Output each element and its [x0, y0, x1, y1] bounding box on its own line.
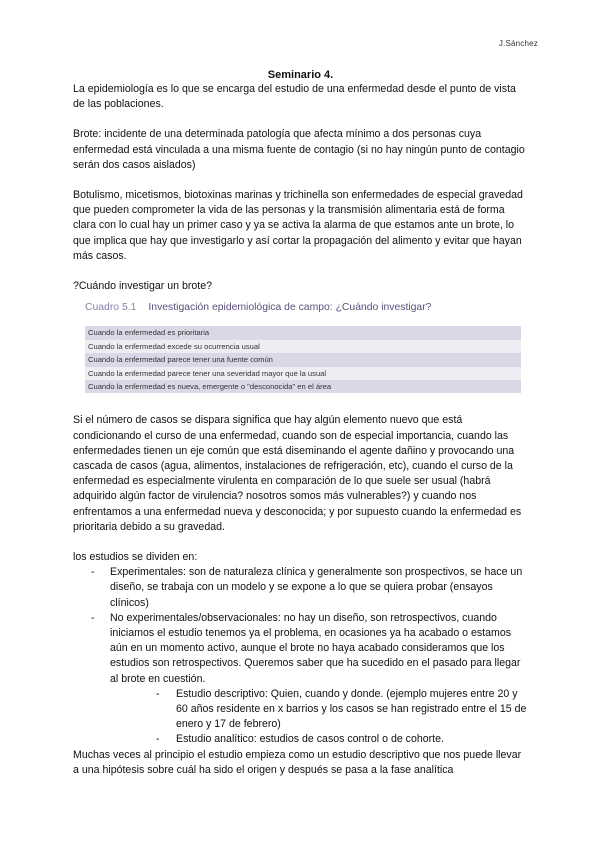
table-caption — [85, 300, 521, 315]
when-to-investigate-table — [85, 300, 521, 393]
author-name: J.Sánchez — [498, 39, 538, 48]
document-body — [73, 68, 528, 778]
list-item-descriptive — [110, 687, 528, 733]
page-title: Seminario 4. — [267, 69, 334, 81]
paragraph-cases: Si el número de casos se dispara significa que hay algún elemento nuevo que está condicionando el curso de una enfermedad, cuando son de especial importancia, cuando las enfermedades tienen un eje común que está diseminando el agente dañino y provocando una cascada de casos (agua, alimentos, instalaciones de refrigeración, etc), cuando el curso de la enfermedad es especialmente virulenta en comparación de lo que suele ser usual (habrá adquirido algún factor de virulencia? nosotros somos más vulnerables?) y cuando nos enfrentamos a una enfermedad nueva y desconocida; y por supuesto cuando la enfermedad es prioritaria debido a su gravedad. — [73, 414, 522, 533]
table-row: Cuando la enfermedad es prioritaria — [85, 326, 521, 339]
list-dash: - — [91, 611, 95, 624]
study-types-list — [73, 565, 528, 747]
paragraph-brote: Brote: incidente de una determinada patología que afecta mínimo a dos personas cuya enfermedad está vinculada a una misma fuente de contagio (si no hay ningún punto de contagio serán dos casos aislados) — [73, 128, 525, 171]
list-item-analytic — [110, 732, 528, 747]
table-row: Cuando la enfermedad parece tener una fuente común — [85, 353, 521, 366]
studies-intro: los estudios se dividen en: — [73, 551, 198, 564]
question-heading: ?Cuándo investigar un brote? — [73, 280, 212, 293]
table-title: Investigación epidemiológica de campo: ¿Cuándo investigar? — [148, 302, 432, 314]
list-item-text: Experimentales: son de naturaleza clínica y generalmente son prospectivos, se hace un diseño, se trabaja con un modelo y se expone a lo que se quiera probar (ensayos clínicos) — [110, 566, 523, 609]
table-number: Cuadro 5.1 — [85, 302, 137, 314]
list-item-text: Estudio descriptivo: Quien, cuando y donde. (ejemplo mujeres entre 20 y 60 años residente en x barrios y los casos se han registrado entre el 15 de enero y 17 de febrero) — [176, 687, 527, 731]
list-item-experimental — [73, 565, 528, 611]
observational-sublist — [110, 687, 528, 748]
table-row: Cuando la enfermedad excede su ocurrencia usual — [85, 340, 521, 353]
list-item-text: No experimentales/observacionales: no hay un diseño, son retrospectivos, cuando iniciamos el estudio tenemos ya el problema, en ocasiones ya ha acabado o estamos aún en un momento activo, aunque el brote no haya acabado consideramos que los estudios son retrospectivos. Queremos saber que ha sucedido en el pasado para llegar al brote en cuestión. — [110, 611, 521, 685]
table-row: Cuando la enfermedad es nueva, emergente o "desconocida" en el área — [85, 380, 521, 393]
list-item-observational — [73, 611, 528, 748]
list-dash: - — [91, 566, 95, 579]
list-dash: - — [156, 733, 160, 746]
list-item-text: Estudio analítico: estudios de casos control o de cohorte. — [176, 733, 444, 746]
paragraph-botulismo: Botulismo, micetismos, biotoxinas marinas y trichinella son enfermedades de especial gravedad que pueden comprometer la vida de las personas y la transmisión alimentaria está de forma clara con lo cual hay un primer caso y ya se activa la alarma de que estamos ante un brote, lo que implica que hay que investigarlo y así cortar la propagación del alimento y evitar que hayan más casos. — [73, 189, 523, 262]
paragraph-epidemiology: La epidemiología es lo que se encarga del estudio de una enfermedad desde el punto de vista de las poblaciones. — [73, 83, 516, 111]
list-dash: - — [156, 687, 160, 700]
table-row: Cuando la enfermedad parece tener una severidad mayor que la usual — [85, 367, 521, 380]
paragraph-closing: Muchas veces al principio el estudio empieza como un estudio descriptivo que nos puede llevar a una hipótesis sobre cuál ha sido el origen y después se pasa a la fase analítica — [73, 748, 522, 776]
